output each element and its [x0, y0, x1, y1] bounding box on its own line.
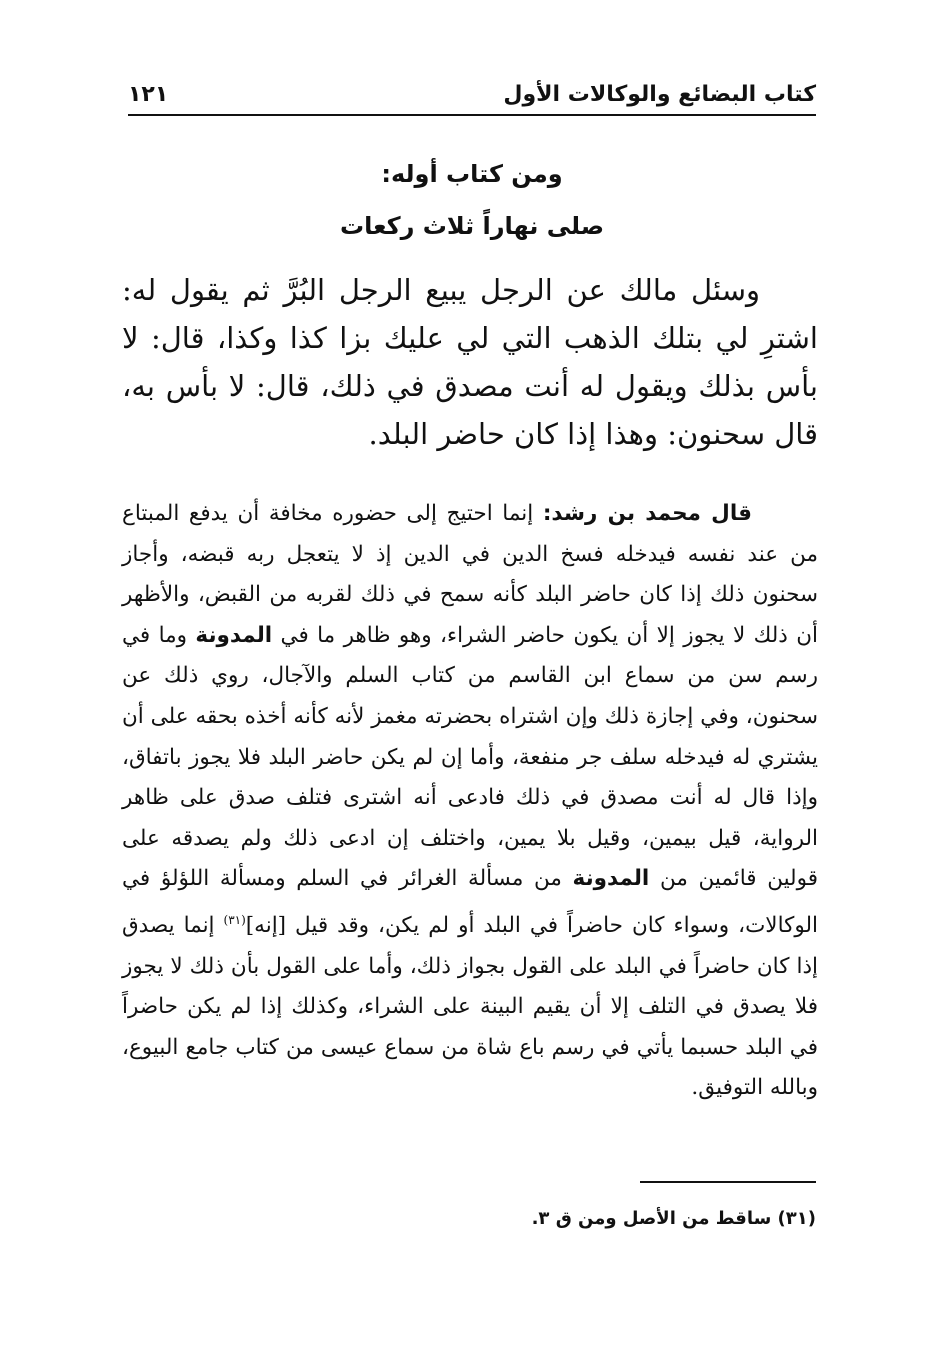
- running-title: كتاب البضائع والوكالات الأول: [503, 82, 816, 107]
- commentary-text-3: من مسألة الغرائر في السلم ومسألة اللؤلؤ في الوكالات، وسواء كان حاضراً في البلد أو لم يكن، وقد قيل [إنه]: [122, 866, 818, 939]
- page-number: ١٢١: [128, 82, 169, 107]
- footnote-marker: (٣١): [223, 912, 246, 927]
- commentary-paragraph: [122, 494, 818, 1109]
- page-header: [128, 80, 816, 116]
- commentary-speaker: قال محمد بن رشد:: [542, 501, 752, 526]
- chapter-heading: صلى نهاراً ثلاث ركعات: [339, 212, 605, 240]
- commentary-text-4: إنما يصدق إذا كان حاضراً في البلد على القول بجواز ذلك، وأما على القول بأن ذلك لا يجوز فلا يصدق في التلف إلا أن يقيم البينة على الشراء، وكذلك إذا لم يكن حاضراً في البلد حسبما يأتي في رسم باع شاة من سماع عيسى من كتاب جامع البيوع، وبالله التوفيق.: [122, 913, 818, 1101]
- book-heading: ومن كتاب أوله:: [381, 160, 563, 188]
- commentary-text-1: إنما احتيج إلى حضوره مخافة أن يدفع المبتاع من عند نفسه فيدخله فسخ الدين في الدين إذ لا يتعجل ربه قبضه، وأجاز سحنون ذلك إذا كان حاضر البلد كأنه سمح في ذلك لقربه من القبض، والأظهر أن ذلك لا يجوز إلا أن يكون حاضر الشراء، وهو ظاهر ما في: [122, 501, 818, 648]
- mudawwana-ref-1: المدونة: [195, 622, 273, 648]
- commentary-text-2: وما في رسم سن من سماع ابن القاسم من كتاب السلم والآجال، روي ذلك عن سحنون، وفي إجازة ذلك وإن اشتراه بحضرته مغمز لأنه كأنه أخذه بحقه على أن يشتري له فيدخله سلف جر منفعة، وأما إن لم يكن حاضر البلد فلا يجوز باتفاق، وإذا قال له أنت مصدق في ذلك فادعى أنه اشترى فتلف صدق على ظاهر الرواية، قيل بيمين، وقيل بلا يمين، واختلف إن ادعى ذلك ولم يصدقه على قولين قائمين من: [122, 622, 818, 892]
- mudawwana-ref-2: المدونة: [572, 866, 650, 892]
- question-paragraph: وسئل مالك عن الرجل يبيع الرجل البُرَّ ثم يقول له: اشترِ لي بتلك الذهب التي لي عليك بزا كذا وكذا، قال: لا بأس بذلك ويقول له أنت مصدق في ذلك، قال: لا بأس به، قال سحنون: وهذا إذا كان حاضر البلد.: [122, 273, 818, 451]
- footnote: (٣١) ساقط من الأصل ومن ق ٣.: [531, 1208, 816, 1229]
- footnote-divider: [640, 1181, 816, 1183]
